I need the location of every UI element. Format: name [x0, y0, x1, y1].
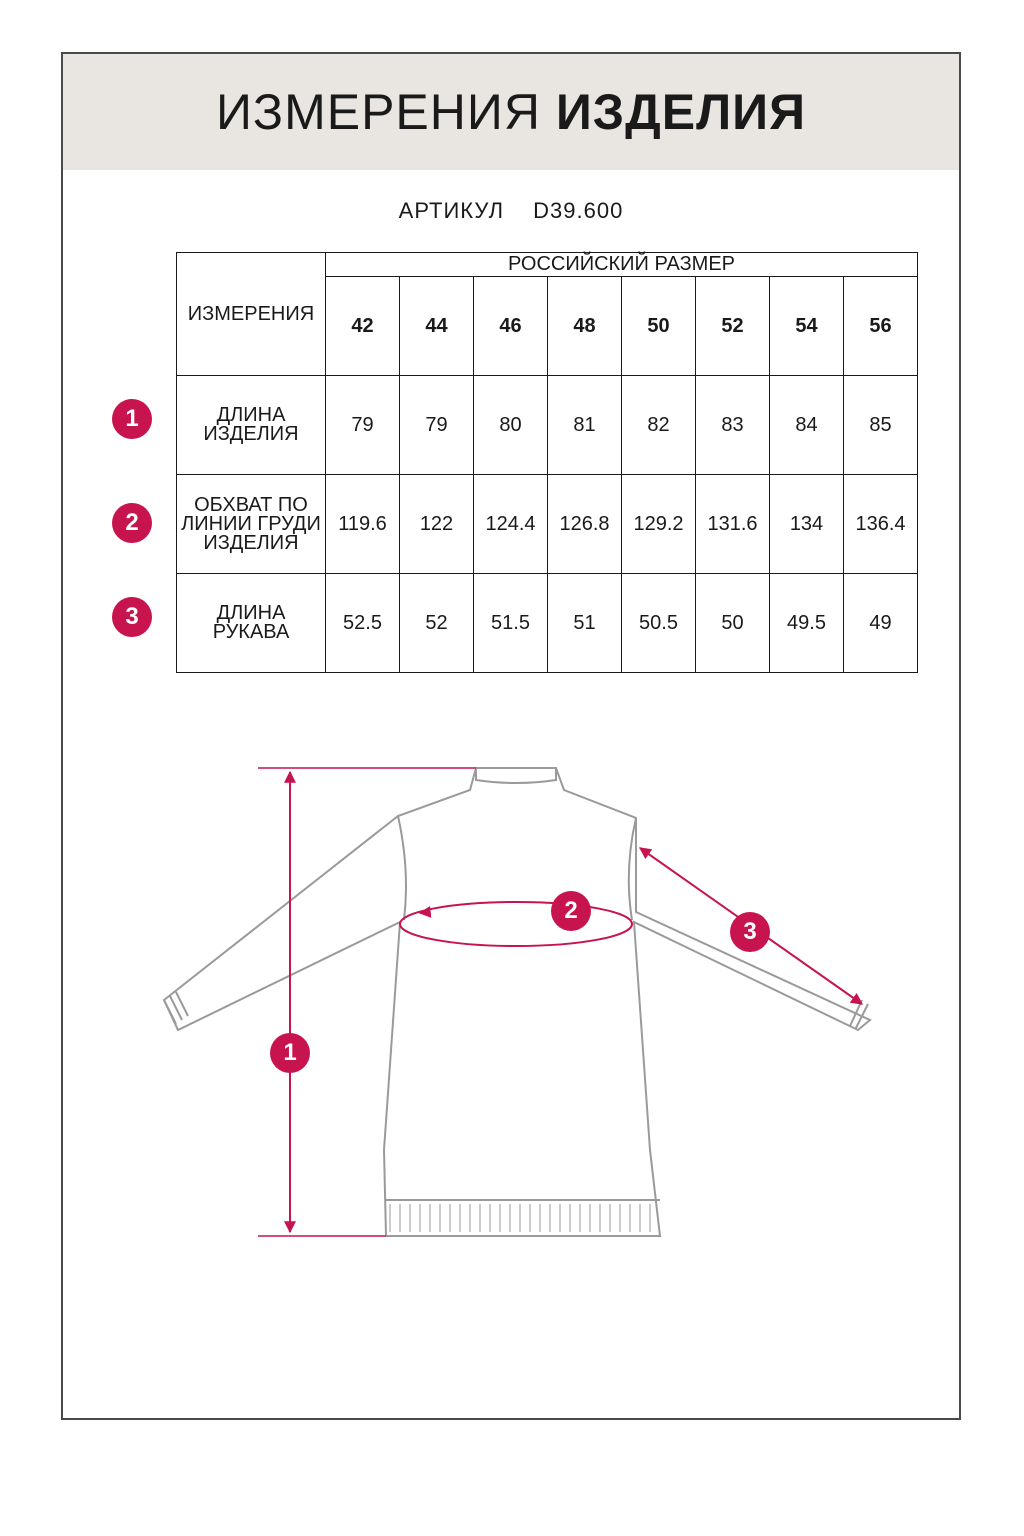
- diagram-marker-1: 1: [270, 1033, 310, 1073]
- table-cell: 136.4: [844, 475, 918, 574]
- table-cell: 131.6: [696, 475, 770, 574]
- size-group-header: РОССИЙСКИЙ РАЗМЕР: [326, 253, 918, 277]
- row-label: ОБХВАТ ПО ЛИНИИ ГРУДИ ИЗДЕЛИЯ: [177, 475, 326, 574]
- table-cell: 124.4: [474, 475, 548, 574]
- sweater-outline: [164, 768, 870, 1236]
- table-cell: 80: [474, 376, 548, 475]
- table-cell: 50.5: [622, 574, 696, 673]
- size-header: 52: [696, 277, 770, 376]
- table-cell: 51: [548, 574, 622, 673]
- table-cell: 82: [622, 376, 696, 475]
- row-label: ДЛИНА РУКАВА: [177, 574, 326, 673]
- table-cell: 81: [548, 376, 622, 475]
- size-header: 54: [770, 277, 844, 376]
- size-header: 48: [548, 277, 622, 376]
- table-cell: 52.5: [326, 574, 400, 673]
- table-cell: 49.5: [770, 574, 844, 673]
- diagram-marker-3: 3: [730, 912, 770, 952]
- table-cell: 83: [696, 376, 770, 475]
- measure-lines: [258, 768, 862, 1236]
- title-light: ИЗМЕРЕНИЯ: [215, 84, 541, 140]
- row-marker-1: 1: [112, 399, 152, 439]
- table-cell: 49: [844, 574, 918, 673]
- size-header: 46: [474, 277, 548, 376]
- row-marker-2: 2: [112, 503, 152, 543]
- row-label: ДЛИНА ИЗДЕЛИЯ: [177, 376, 326, 475]
- size-header: 44: [400, 277, 474, 376]
- table-cell: 119.6: [326, 475, 400, 574]
- article-label: АРТИКУЛ: [398, 198, 505, 223]
- article-code: D39.600: [533, 198, 624, 223]
- measure-header: ИЗМЕРЕНИЯ: [177, 253, 326, 376]
- table-cell: 51.5: [474, 574, 548, 673]
- title-bold: ИЗДЕЛИЯ: [555, 84, 807, 140]
- table-cell: 84: [770, 376, 844, 475]
- table-cell: 134: [770, 475, 844, 574]
- size-header: 42: [326, 277, 400, 376]
- size-header: 56: [844, 277, 918, 376]
- diagram-marker-2: 2: [551, 891, 591, 931]
- table-cell: 79: [400, 376, 474, 475]
- table-cell: 79: [326, 376, 400, 475]
- table-cell: 50: [696, 574, 770, 673]
- row-marker-3: 3: [112, 597, 152, 637]
- table-cell: 52: [400, 574, 474, 673]
- table-cell: 129.2: [622, 475, 696, 574]
- table-cell: 85: [844, 376, 918, 475]
- table-cell: 126.8: [548, 475, 622, 574]
- size-header: 50: [622, 277, 696, 376]
- table-cell: 122: [400, 475, 474, 574]
